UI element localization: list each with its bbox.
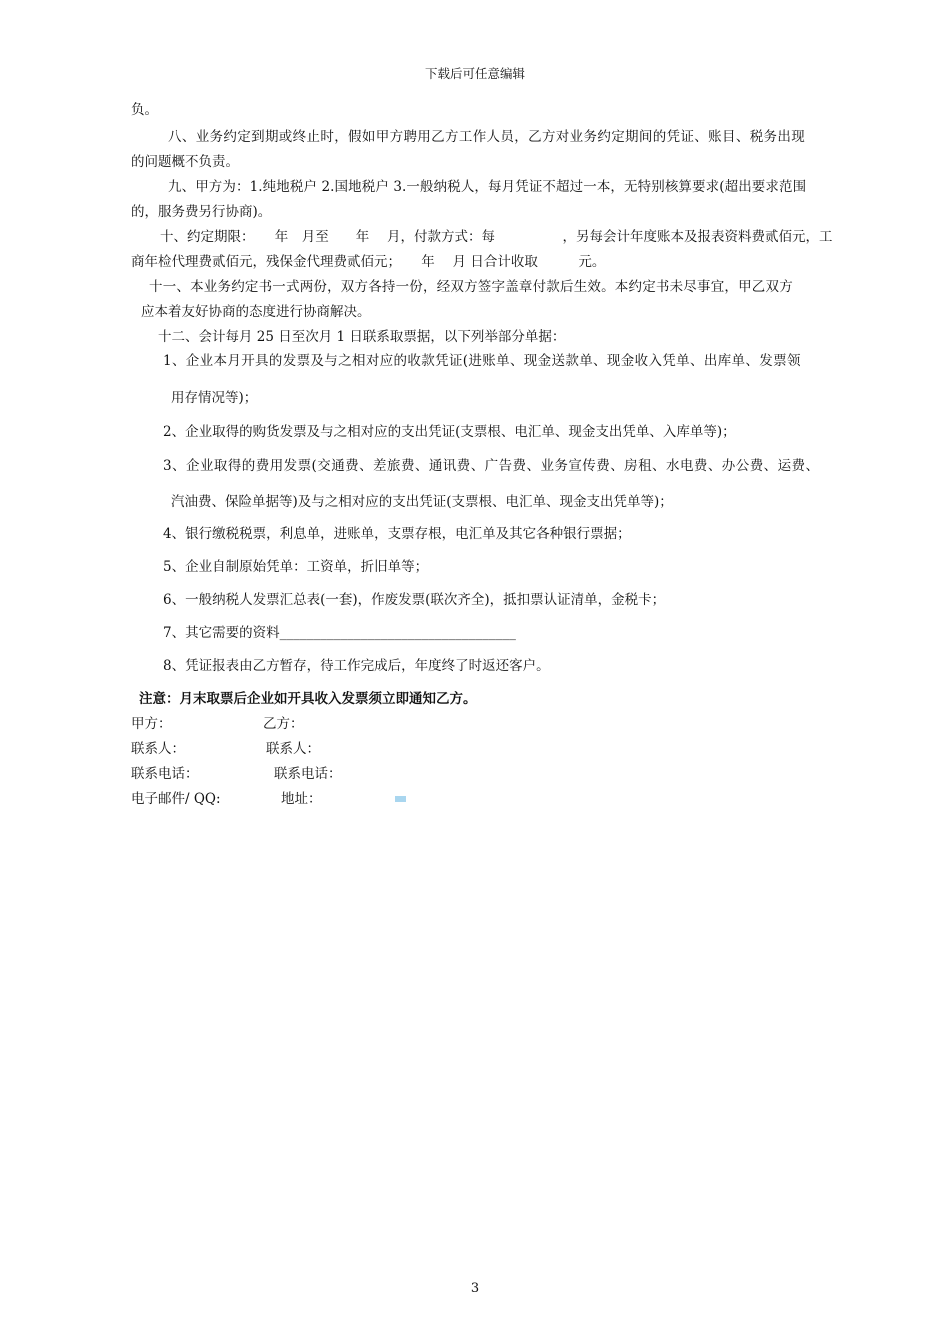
clause-8-line-1: 八、业务约定到期或终止时，假如甲方聘用乙方工作人员，乙方对业务约定期间的凭证、账目、税务出现 [168,129,806,145]
clause-9-line-2: 的，服务费另行协商)。 [131,204,272,220]
highlight-marker [395,796,406,802]
party-a-label: 甲方： [131,716,172,732]
list-item-1-line-1: 1、企业本月开具的发票及与之相对应的收款凭证(进账单、现金送款单、现金收入凭单、出库单、发票领 [163,353,801,369]
page-number: 3 [470,1281,480,1296]
clause-11-line-2: 应本着友好协商的态度进行协商解决。 [141,304,371,320]
list-item-2: 2、企业取得的购货发票及与之相对应的支出凭证(支票根、电汇单、现金支出凭单、入库单等)； [163,424,736,440]
clause-11-line-1: 十一、本业务约定书一式两份，双方各持一份，经双方签字盖章付款后生效。本约定书未尽事宜，甲乙双方 [149,279,793,295]
list-item-4: 4、银行缴税税票，利息单，进账单，支票存根，电汇单及其它各种银行票据； [163,526,631,542]
phone-b-label: 联系电话： [274,766,342,782]
clause-9-line-1: 九、甲方为：1.纯地税户 2.国地税户 3.一般纳税人，每月凭证不超过一本，无特别核算要求(超出要求范围 [168,179,807,195]
paragraph-continuation: 负。 [131,102,158,118]
clause-10-line-1: 十、约定期限： 年 月至 年 月，付款方式：每 ，另每会计年度账本及报表资料费贰佰元，工 [160,229,833,245]
page-header: 下载后可任意编辑 [424,66,525,81]
list-item-7: 7、其它需要的资料___________________________________ [163,625,516,641]
contact-b-label: 联系人： [266,741,320,757]
party-b-label: 乙方： [263,716,304,732]
list-item-5: 5、企业自制原始凭单：工资单，折旧单等； [163,559,429,575]
list-item-8: 8、凭证报表由乙方暂存，待工作完成后，年度终了时返还客户。 [163,658,550,674]
list-item-1-line-2: 用存情况等)； [171,390,258,406]
clause-12: 十二、会计每月 25 日至次月 1 日联系取票据，以下列举部分单据： [158,329,566,345]
list-item-3-line-1: 3、企业取得的费用发票(交通费、差旅费、通讯费、广告费、业务宣传费、房租、水电费、办公费、运费、 [163,458,820,474]
clause-10-line-2: 商年检代理费贰佰元，残保金代理费贰佰元； 年 月 日合计收取 元。 [131,254,606,270]
address-b-label: 地址： [281,791,322,807]
list-item-3-line-2: 汽油费、保险单据等)及与之相对应的支出凭证(支票根、电汇单、现金支出凭单等)； [171,494,673,510]
phone-a-label: 联系电话： [131,766,199,782]
list-item-6: 6、一般纳税人发票汇总表(一套)，作废发票(联次齐全)，抵扣票认证清单，金税卡； [163,592,666,608]
clause-8-line-2: 的问题概不负责。 [131,154,239,170]
notice: 注意：月末取票后企业如开具收入发票须立即通知乙方。 [139,691,477,707]
contact-a-label: 联系人： [131,741,185,757]
email-a-label: 电子邮件/ QQ: [131,791,221,807]
